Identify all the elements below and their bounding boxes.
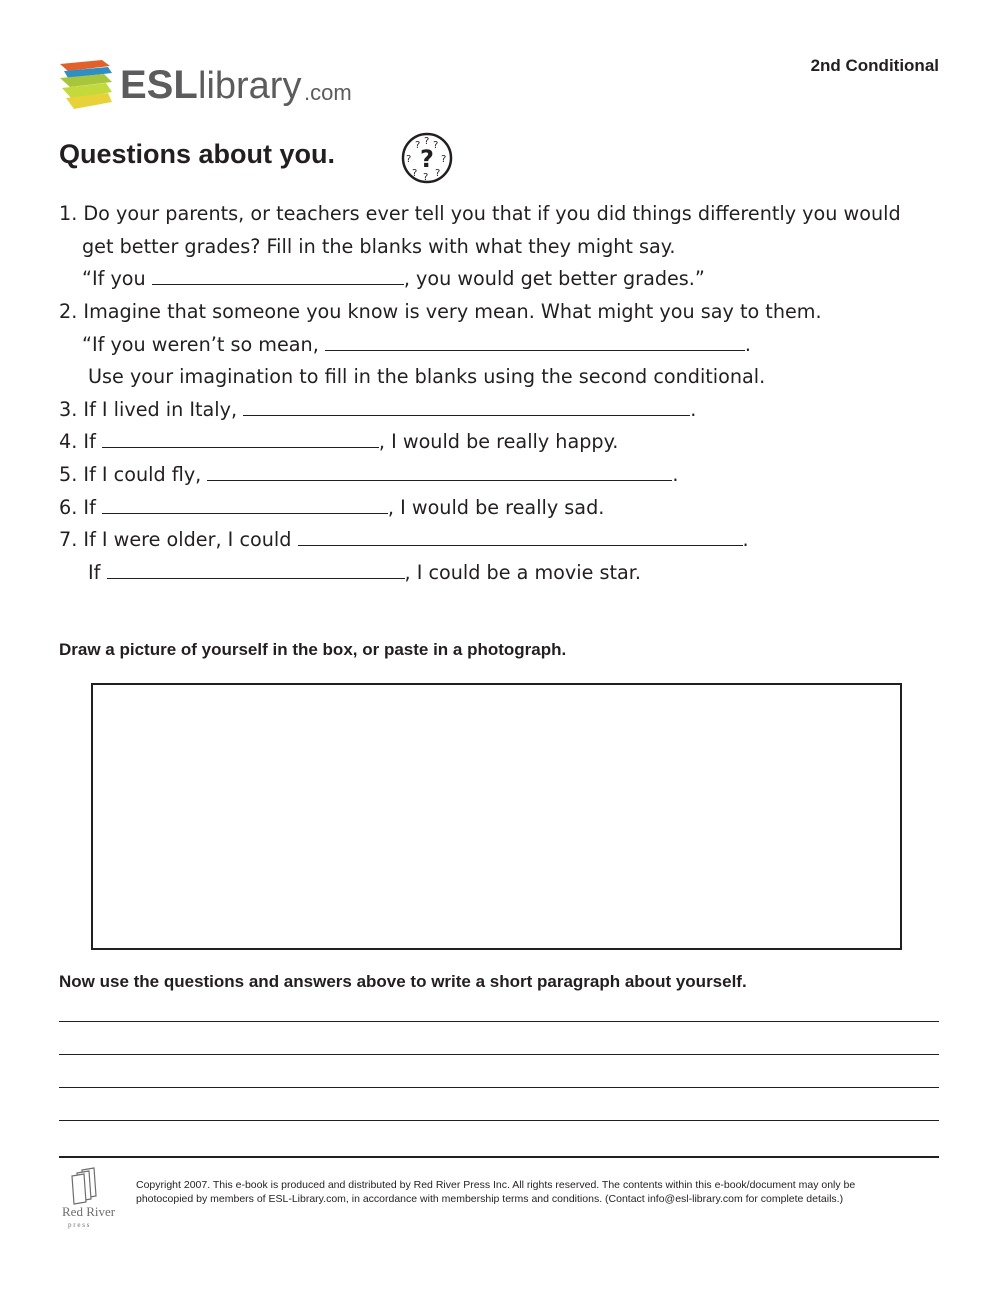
question-3-text-after: .	[690, 398, 697, 421]
answer-blank-1[interactable]	[152, 268, 404, 285]
question-2-line-2	[82, 333, 751, 356]
question-4-text-after: , I would be really happy.	[378, 430, 619, 453]
question-4-line	[59, 430, 618, 453]
answer-blank-7[interactable]	[298, 529, 743, 546]
copyright-line-1: Copyright 2007. This e-book is produced and distributed by Red River Press Inc. All rights reserved. The contents within this e-book/document may only be	[136, 1179, 856, 1191]
copyright-line-2: photocopied by members of ESL-Library.com, in accordance with membership terms and conditions. (Contact info@esl-library.com for complete details.)	[136, 1193, 844, 1205]
question-6-text-after: , I would be really sad.	[387, 496, 605, 519]
question-7-text-before: 7. If I were older, I could	[59, 528, 298, 551]
books-icon	[60, 60, 112, 109]
svg-text:?: ?	[412, 168, 418, 179]
pages-icon	[72, 1168, 96, 1204]
question-1-text-after: , you would get better grades.”	[403, 267, 705, 290]
question-1-line-1: 1. Do your parents, or teachers ever tell you that if you did things differently you would	[59, 202, 901, 225]
answer-blank-8[interactable]	[107, 562, 405, 579]
question-8-line	[88, 561, 641, 584]
answer-blank-3[interactable]	[243, 399, 690, 416]
question-3-text-before: 3. If I lived in Italy,	[59, 398, 244, 421]
writing-line-2[interactable]	[59, 1054, 939, 1055]
logo-com-text: .com	[304, 80, 352, 105]
svg-text:?: ?	[424, 136, 430, 147]
question-2-text-after: .	[744, 333, 752, 356]
answer-blank-4[interactable]	[102, 431, 379, 448]
question-5-text-before: 5. If I could fly,	[59, 463, 208, 486]
question-5-line	[59, 463, 679, 486]
answer-blank-6[interactable]	[102, 497, 388, 514]
draw-instruction: Draw a picture of yourself in the box, or paste in a photograph.	[59, 640, 567, 659]
copyright-notice	[136, 1178, 956, 1206]
paragraph-instruction: Now use the questions and answers above to write a short paragraph about yourself.	[59, 972, 747, 991]
esl-library-logo	[58, 52, 358, 114]
red-river-press-logo	[60, 1166, 130, 1230]
svg-text:?: ?	[435, 168, 441, 179]
question-8-text-before: If	[88, 561, 107, 584]
conditional-instruction: Use your imagination to fill in the blanks using the second conditional.	[88, 365, 766, 388]
svg-text:?: ?	[423, 172, 429, 183]
question-1-line-3	[82, 267, 705, 290]
logo-esl-text: ESL	[120, 63, 198, 107]
svg-text:?: ?	[441, 154, 447, 165]
answer-blank-2[interactable]	[325, 334, 745, 351]
question-7-text-after: .	[742, 528, 749, 551]
question-marks-icon	[400, 131, 454, 185]
question-1-line-2: get better grades? Fill in the blanks with what they might say.	[82, 235, 676, 258]
question-8-text-after: , I could be a movie star.	[404, 561, 641, 584]
svg-text:?: ?	[415, 140, 421, 151]
writing-line-4[interactable]	[59, 1120, 939, 1121]
answer-blank-5[interactable]	[207, 464, 672, 481]
publisher-name: Red River	[62, 1204, 116, 1219]
question-7-line	[59, 528, 749, 551]
question-2-text-before: “If you weren’t so mean,	[82, 333, 325, 356]
svg-text:?: ?	[433, 140, 439, 151]
drawing-box[interactable]	[91, 683, 902, 950]
question-3-line	[59, 398, 696, 421]
page-title: Questions about you.	[59, 139, 336, 169]
question-5-text-after: .	[672, 463, 679, 486]
question-4-text-before: 4. If	[59, 430, 102, 453]
publisher-sub: p r e s s	[68, 1221, 90, 1229]
svg-text:?: ?	[406, 154, 412, 165]
worksheet-topic-label: 2nd Conditional	[810, 56, 939, 75]
writing-line-3[interactable]	[59, 1087, 939, 1088]
question-6-line	[59, 496, 604, 519]
question-1-text-before: “If you	[82, 267, 152, 290]
writing-line-1[interactable]	[59, 1021, 939, 1022]
svg-text:?: ?	[420, 145, 434, 173]
footer-divider	[59, 1156, 939, 1158]
question-6-text-before: 6. If	[59, 496, 102, 519]
question-2-line-1: 2. Imagine that someone you know is very mean. What might you say to them.	[59, 300, 822, 323]
logo-library-text: library	[198, 65, 302, 107]
